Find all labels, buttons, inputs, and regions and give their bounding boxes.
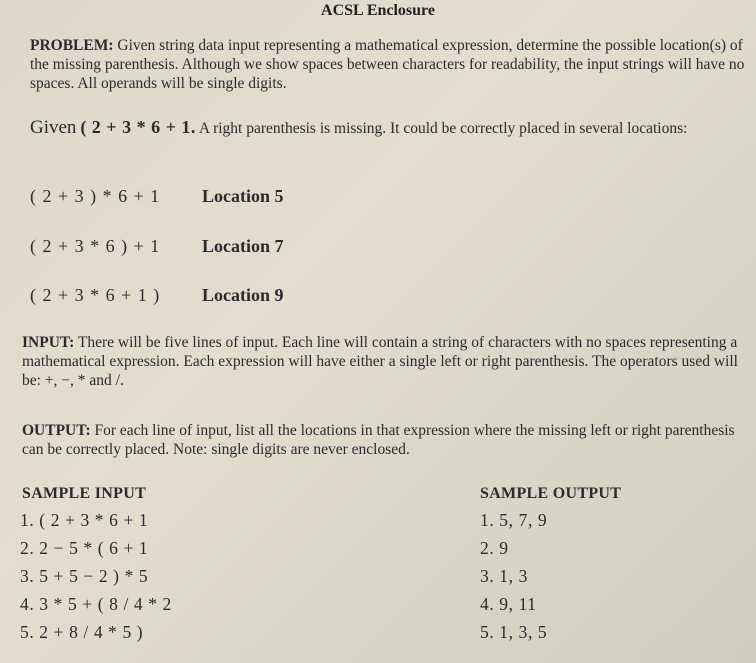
problem-text: Given string data input representing a mathematical expression, determine the possible location(s) of the missing parenthesis. Although we show spaces between characters for readability, the input strings will have no spaces. All operands will be single digits. bbox=[30, 37, 745, 92]
given-lead: Given bbox=[30, 117, 77, 138]
output-text: For each line of input, list all the locations in that expression where the missing left or right parenthesis can be correctly placed. Note: single digits are never enclosed. bbox=[22, 422, 735, 458]
problem-paragraph bbox=[30, 36, 752, 93]
location-label: Location 7 bbox=[202, 236, 284, 256]
location-expression: ( 2 + 3 ) * 6 + 1 bbox=[30, 186, 161, 206]
sample-input-row: 3. 5 + 5 − 2 ) * 5 bbox=[20, 566, 149, 586]
output-label: OUTPUT: bbox=[22, 422, 91, 439]
sample-output-header: SAMPLE OUTPUT bbox=[480, 485, 622, 502]
sample-input-row: 1. ( 2 + 3 * 6 + 1 bbox=[20, 510, 149, 530]
sample-output-row: 3. 1, 3 bbox=[480, 566, 528, 586]
sample-input-row: 5. 2 + 8 / 4 * 5 ) bbox=[20, 622, 144, 642]
given-expression: ( 2 + 3 * 6 + 1. bbox=[80, 117, 196, 137]
sample-input-row: 4. 3 * 5 + ( 8 / 4 * 2 bbox=[20, 594, 172, 614]
sample-output-row: 1. 5, 7, 9 bbox=[480, 510, 548, 530]
location-label: Location 5 bbox=[202, 186, 284, 206]
given-paragraph bbox=[30, 118, 752, 138]
input-paragraph bbox=[22, 333, 750, 390]
sample-output-row: 4. 9, 11 bbox=[480, 594, 537, 614]
output-paragraph bbox=[22, 421, 750, 459]
location-label: Location 9 bbox=[202, 285, 284, 305]
input-label: INPUT: bbox=[22, 334, 75, 351]
problem-label: PROBLEM: bbox=[30, 37, 114, 54]
given-text: A right parenthesis is missing. It could be correctly placed in several locations: bbox=[198, 120, 688, 137]
location-expression: ( 2 + 3 * 6 + 1 ) bbox=[30, 285, 161, 305]
page-title: ACSL Enclosure bbox=[321, 2, 435, 19]
sample-output-row: 5. 1, 3, 5 bbox=[480, 622, 548, 642]
sample-input-row: 2. 2 − 5 * ( 6 + 1 bbox=[20, 538, 149, 558]
location-expression: ( 2 + 3 * 6 ) + 1 bbox=[30, 236, 161, 256]
input-text: There will be five lines of input. Each line will contain a string of characters with no spaces representing a mathematical expression. Each expression will have either a single left or right parenthesis. The operators used will be: +, −, * and /. bbox=[22, 334, 738, 389]
sample-input-header: SAMPLE INPUT bbox=[22, 485, 147, 502]
sample-output-row: 2. 9 bbox=[480, 538, 509, 558]
